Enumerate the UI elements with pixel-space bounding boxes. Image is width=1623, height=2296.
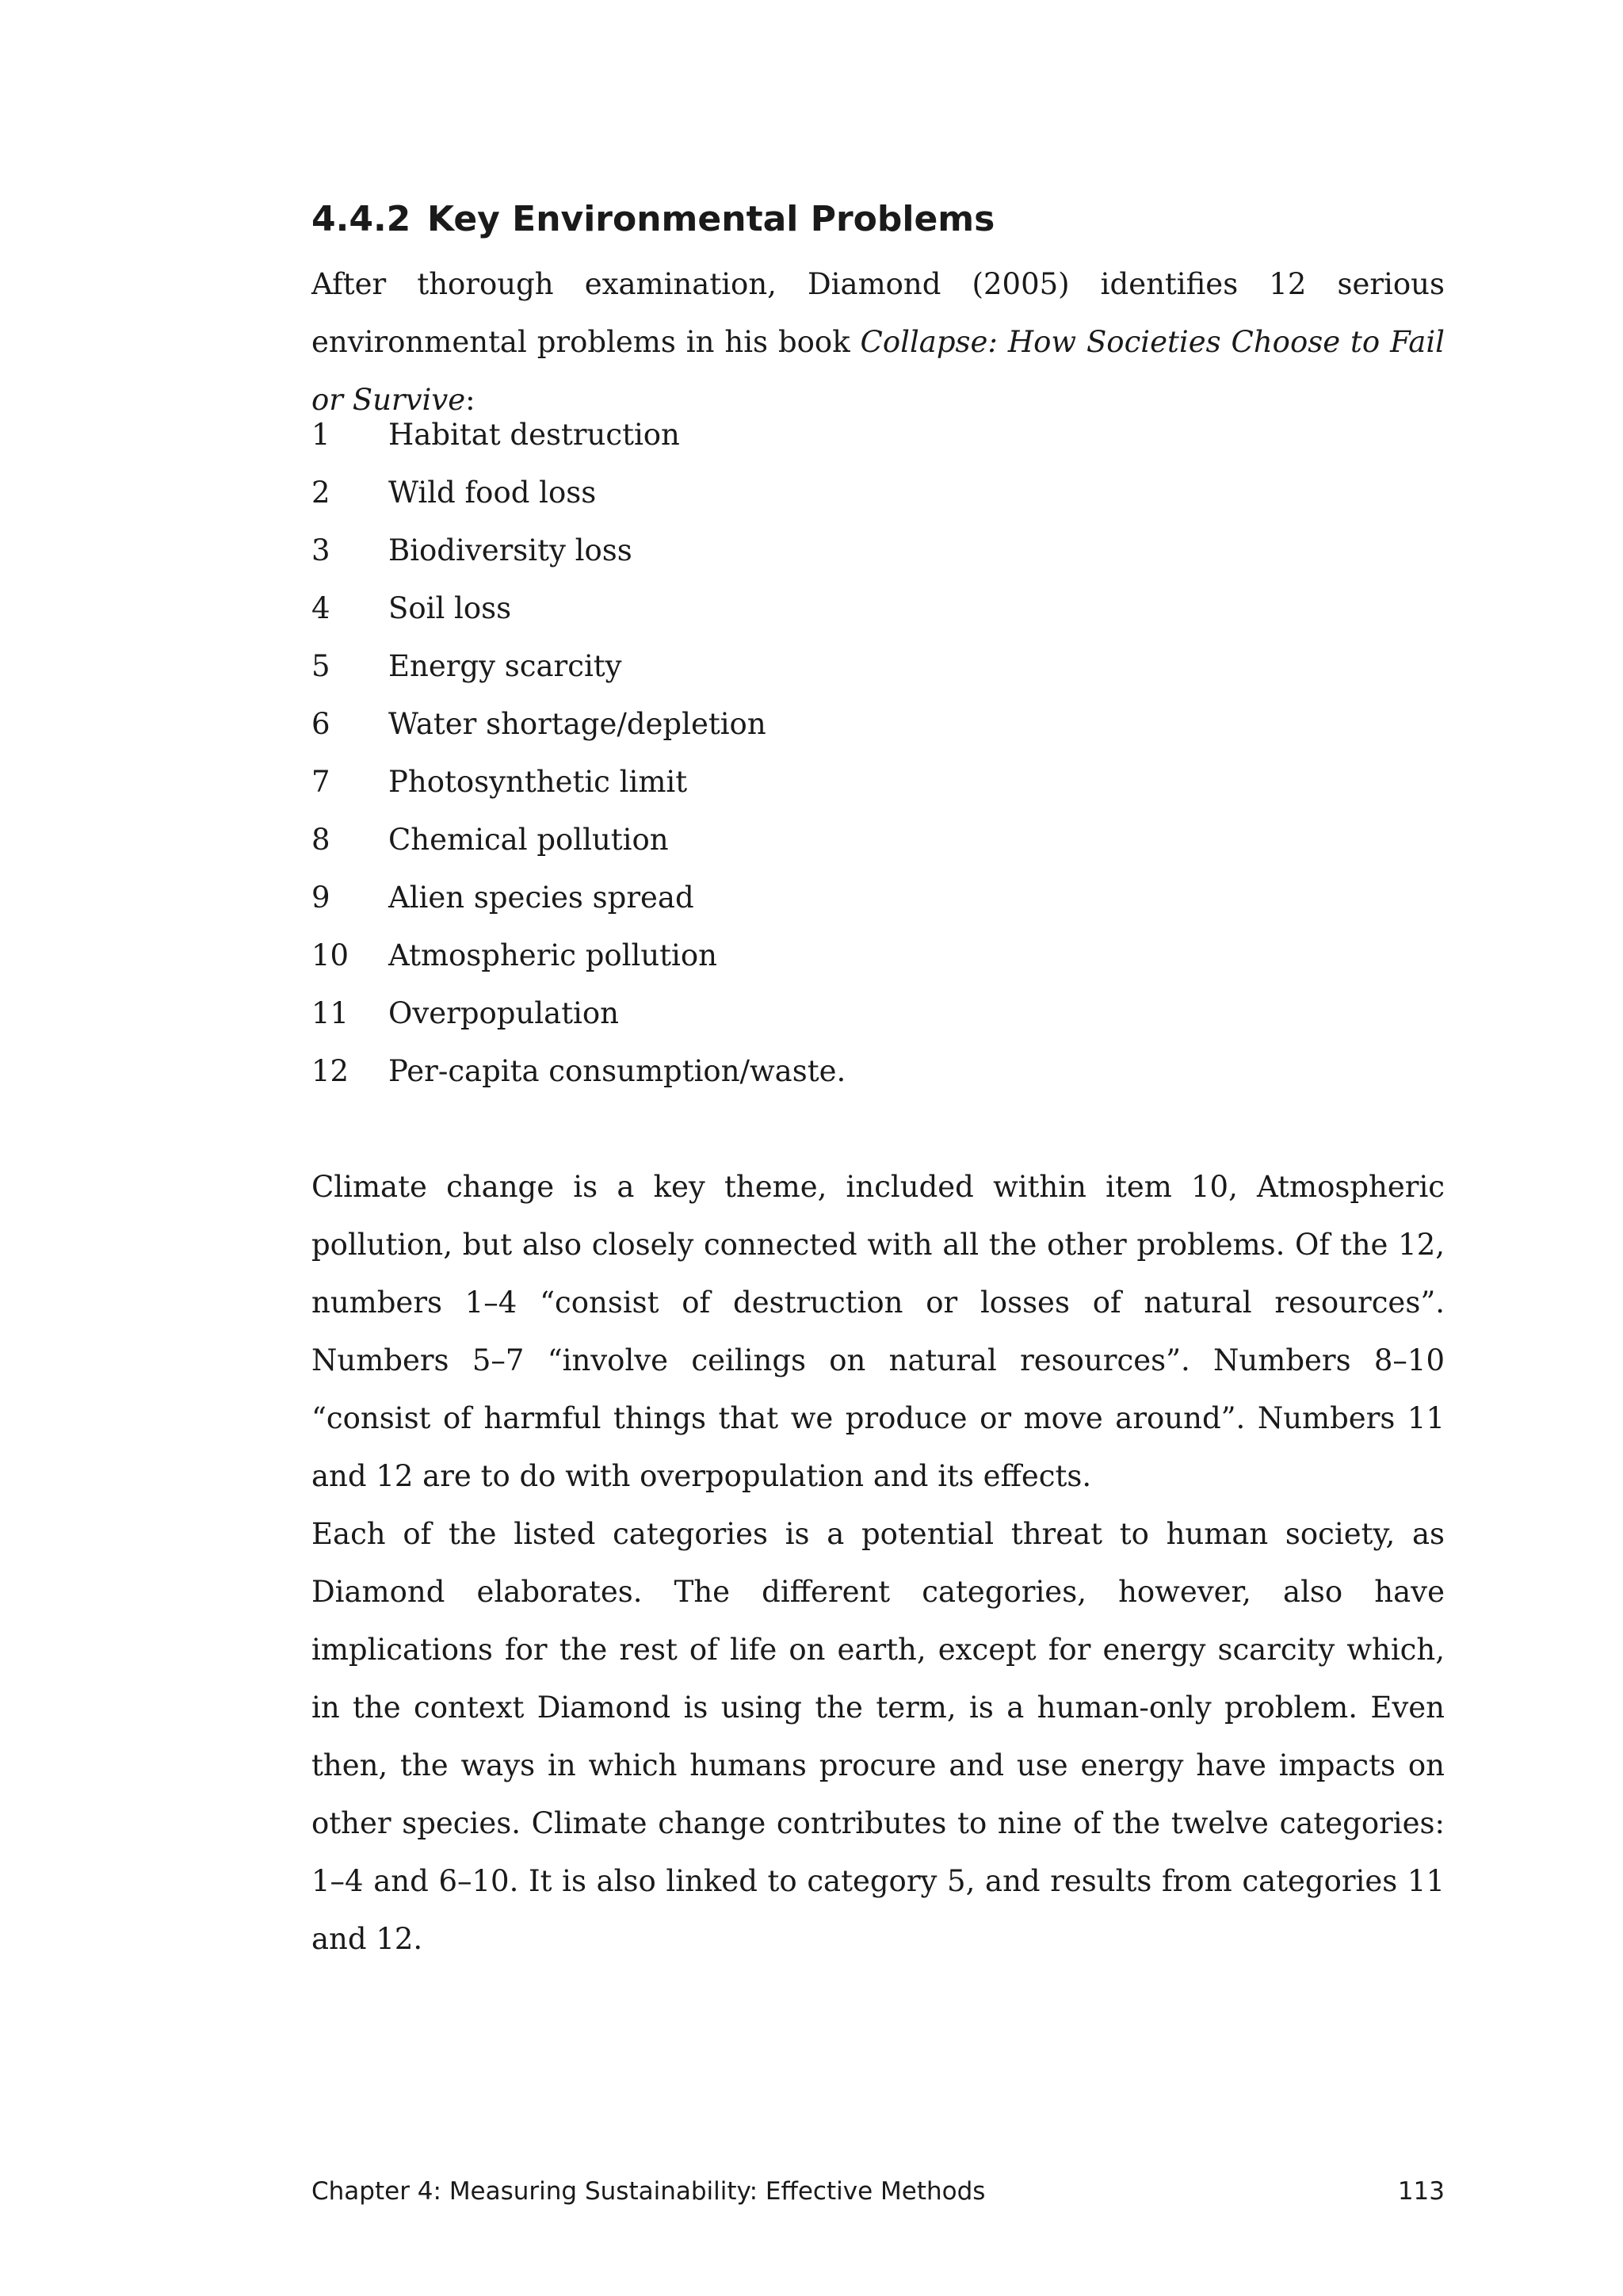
section-number: 4.4.2 <box>311 199 411 239</box>
list-item-number: 9 <box>311 881 330 915</box>
list-item-label: Overpopulation <box>388 996 619 1030</box>
list-item <box>311 1042 1445 1100</box>
list-item-label: Water shortage/depletion <box>388 707 766 741</box>
climate-change-paragraph: Climate change is a key theme, included within item 10, Atmospheric pollution, but also closely connected with all the other problems. Of the 12, numbers 1–4 “consist of destruction or losses of natural resources”. Numbers 5–7 “involve ceilings on natural resources”. Numbers 8–10 “consist of harmful things that we produce or move around”. Numbers 11 and 12 are to do with overpopulation and its effects. <box>311 1170 1445 1493</box>
list-item <box>311 464 1445 521</box>
list-item-number: 2 <box>311 476 330 510</box>
list-item-label: Atmospheric pollution <box>388 938 717 972</box>
list-item <box>311 811 1445 869</box>
list-item-number: 12 <box>311 1054 349 1088</box>
list-item-label: Photosynthetic limit <box>388 765 688 799</box>
problem-list <box>311 406 1445 1100</box>
list-item-number: 4 <box>311 591 330 625</box>
list-item-number: 8 <box>311 823 330 857</box>
page-number: 113 <box>1397 2177 1445 2206</box>
list-item-label: Wild food loss <box>388 476 597 510</box>
page-footer <box>311 2172 1445 2211</box>
list-item <box>311 521 1445 579</box>
list-item-label: Habitat destruction <box>388 418 680 452</box>
intro-colon: : <box>465 383 475 417</box>
list-item-label: Soil loss <box>388 591 512 625</box>
section-title: Key Environmental Problems <box>427 199 995 239</box>
book-title: Collapse: How Societies Choose to Fail or Survive <box>311 325 1445 417</box>
list-item <box>311 753 1445 811</box>
footer-chapter-title: Chapter 4: Measuring Sustainability: Effective Methods <box>311 2177 986 2206</box>
list-item-number: 5 <box>311 649 330 683</box>
list-item-number: 11 <box>311 996 349 1030</box>
list-item <box>311 406 1445 464</box>
list-item-label: Biodiversity loss <box>388 533 632 567</box>
categories-paragraph: Each of the listed categories is a potential threat to human society, as Diamond elaborates. The different categories, however, also have implications for the rest of life on earth, except for energy scarcity which, in the context Diamond is using the term, is a human-only problem. Even then, the ways in which humans procure and use energy have impacts on other species. Climate change contributes to nine of the twelve categories: 1–4 and 6–10. It is also linked to category 5, and results from categories 11 and 12. <box>311 1517 1445 1956</box>
list-item <box>311 579 1445 637</box>
list-item-label: Per-capita consumption/waste. <box>388 1054 846 1088</box>
intro-text: After thorough examination, Diamond (2005) identifies 12 serious environmental problems in his book <box>311 267 1445 359</box>
list-item <box>311 637 1445 695</box>
list-item-number: 10 <box>311 938 349 972</box>
list-item <box>311 869 1445 926</box>
intro-paragraph <box>311 255 1445 429</box>
list-item-number: 6 <box>311 707 330 741</box>
list-item <box>311 926 1445 984</box>
list-item <box>311 695 1445 753</box>
list-item <box>311 984 1445 1042</box>
list-item-label: Alien species spread <box>388 881 694 915</box>
list-item-label: Chemical pollution <box>388 823 669 857</box>
list-item-number: 7 <box>311 765 330 799</box>
list-item-label: Energy scarcity <box>388 649 622 683</box>
list-item-number: 1 <box>311 418 330 452</box>
list-item-number: 3 <box>311 533 330 567</box>
section-heading <box>311 193 995 246</box>
